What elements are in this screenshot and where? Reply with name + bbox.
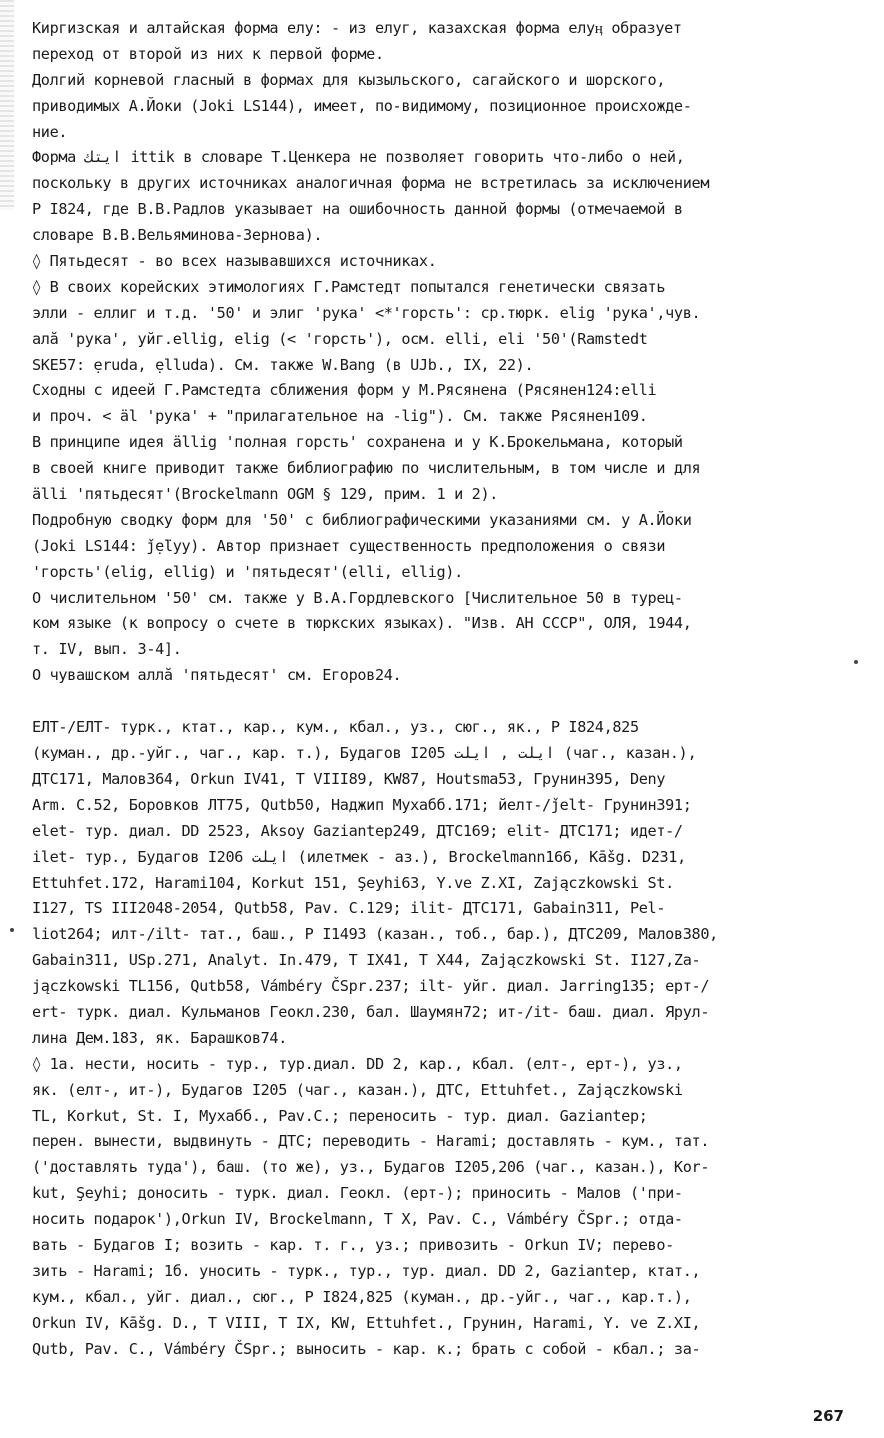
text-line: ('доставлять туда'), баш. (то же), уз., Будагов I205,206 (чаг., казан.), Kor- [32, 1158, 710, 1177]
text-line: Qutb, Pav. C., Vámbéry ČSpr.; выносить - кар. к.; брать с собой - кбал.; за- [32, 1339, 701, 1358]
text-line: ◊ Пятьдесят - во всех называвшихся источниках. [32, 252, 437, 271]
text-line: Сходны с идеей Г.Рамстедта сближения форм у М.Рясянена (Рясянен124:elli [32, 381, 657, 400]
text-line: (куман., др.-уйг., чаг., кар. т.), Будагов I205 ايلت , ايلت (чаг., казан.), [32, 744, 697, 763]
section-gap [32, 689, 862, 715]
text-line: (Joki LS144: ǰẹ̈lyy). Автор признает существенность предположения о связи [32, 536, 666, 555]
text-line: зить - Harami; 1б. уносить - турк., тур., тур. диал. DD 2, Gaziantep, ктат., [32, 1261, 701, 1280]
text-line: Orkun IV, Kāšg. D., T VIII, T IX, KW, Ettuhfet., Грунин, Harami, Y. ve Z.XI, [32, 1313, 701, 1332]
text-line: Р I824, где В.В.Радлов указывает на ошибочность данной формы (отмечаемой в [32, 200, 683, 219]
text-line: перен. вынести, выдвинуть - ДТС; переводить - Harami; доставлять - кум., тат. [32, 1132, 710, 1151]
text-line: як. (елт-, ит-), Будагов I205 (чаг., казан.), ДТС, Ettuhfet., Zajączkowski [32, 1080, 683, 1099]
text-line: вать - Будагов I; возить - кар. т. г., уз.; привозить - Orkun IV; перево- [32, 1235, 674, 1254]
text-line: ilet- тур., Будагов I206 ايلت (илетмек - аз.), Brockelmann166, Kāšg. D231, [32, 847, 686, 866]
text-line: Подробную сводку форм для '50' с библиографическими указаниями см. у А.Йоки [32, 510, 692, 529]
text-line: О чувашском аллă 'пятьдесят' см. Егоров24. [32, 666, 402, 685]
scan-speck [854, 660, 858, 664]
text-line: I127, TS III2048-2054, Qutb58, Pav. C.129; ilit- ДТС171, Gabain311, Pel- [32, 899, 666, 918]
text-line: т. IV, вып. 3-4]. [32, 640, 182, 659]
text-line: В принципе идея ällig 'полная горсть' сохранена и у К.Брокельмана, который [32, 433, 683, 452]
text-line: в своей книге приводит также библиографию по числительным, в том числе и для [32, 459, 701, 478]
text-line: TL, Korkut, St. I, Мухабб., Pav.C.; переносить - тур. диал. Gaziantep; [32, 1106, 648, 1125]
body-text [32, 16, 862, 1362]
text-line: jączkowski TL156, Qutb58, Vámbéry ČSpr.237; ilt- уйг. диал. Jarring135; ерт-/ [32, 977, 710, 996]
paragraph-block-1 [32, 16, 862, 689]
text-line: ◊ В своих корейских этимологиях Г.Рамстедт попытался генетически связать [32, 277, 666, 296]
text-line: ЕЛТ-/EЛТ- турк., ктат., кар., кум., кбал., уз., сюг., як., Р I824,825 [32, 718, 639, 737]
page-number: 267 [812, 1407, 844, 1425]
text-line: алă 'рука', уйг.ellig, elig (< 'горсть'), осм. elli, eli '50'(Ramstedt [32, 329, 648, 348]
text-line: Долгий корневой гласный в формах для кызыльского, сагайского и шорского, [32, 70, 666, 89]
text-line: Ettuhfet.172, Harami104, Korkut 151, Şeyhi63, Y.ve Z.XI, Zajączkowski St. [32, 873, 674, 892]
text-line: поскольку в других источниках аналогичная форма не встретилась за исключением [32, 174, 710, 193]
text-line: переход от второй из них к первой форме. [32, 44, 384, 63]
text-line: и проч. < äl 'рука' + "прилагательное на -lig"). См. также Рясянен109. [32, 407, 648, 426]
text-line: словаре В.В.Вельяминова-Зернова). [32, 226, 323, 245]
text-line: приводимых А.Йоки (Joki LS144), имеет, по-видимому, позиционное происхожде- [32, 96, 692, 115]
text-line: Киргизская и алтайская форма елу: - из елуг, казахская форма елуӊ образует [32, 19, 682, 37]
text-line: älli 'пятьдесят'(Brockelmann OGM § 129, прим. 1 и 2). [32, 485, 499, 504]
text-line: ком языке (к вопросу о счете в тюркских языках). "Изв. АН СССР", ОЛЯ, 1944, [32, 614, 692, 633]
text-line: liot264; илт-/ilt- тат., баш., Р I1493 (казан., тоб., бар.), ДТС209, Малов380, [32, 925, 718, 944]
text-line: кум., кбал., уйг. диал., сюг., Р I824,825 (куман., др.-уйг., чаг., кар.т.), [32, 1287, 692, 1306]
text-line: Arm. C.52, Боровков ЛТ75, Qutb50, Наджип Мухабб.171; йелт-/ǰelt- Грунин391; [32, 795, 692, 814]
text-line: elet- тур. диал. DD 2523, Aksoy Gaziantep249, ДТС169; elit- ДТС171; идет-/ [32, 821, 683, 840]
text-line: ние. [32, 122, 68, 141]
text-line: носить подарок'),Orkun IV, Brockelmann, T X, Pav. C., Vámbéry ČSpr.; отда- [32, 1210, 683, 1229]
text-line: Форма ايتك ittik в словаре Т.Ценкера не позволяет говорить что-либо о ней, [32, 148, 685, 167]
text-line: лина Дем.183, як. Барашков74. [32, 1028, 288, 1047]
scan-edge-noise [0, 0, 14, 210]
text-line: Gabain311, USp.271, Analyt. In.479, T IX41, T X44, Zajączkowski St. I127,Za- [32, 951, 701, 970]
text-line: SKE57: ẹruda, ẹlluda). См. также W.Bang (в UJb., IX, 22). [32, 355, 534, 374]
text-line: kut, Şeyhi; доносить - турк. диал. Геокл. (ерт-); приносить - Малов ('при- [32, 1184, 683, 1203]
entry-block-elt [32, 715, 862, 1362]
text-line: 'горсть'(elig, ellig) и 'пятьдесят'(elli, ellig). [32, 562, 463, 581]
text-line: элли - еллиг и т.д. '50' и элиг 'рука' <*'горсть': ср.тюрк. elig 'рука',чув. [32, 303, 701, 322]
scan-speck [10, 928, 14, 932]
text-line: ert- турк. диал. Кульманов Геокл.230, бал. Шаумян72; ит-/it- баш. диал. Ярул- [32, 1002, 710, 1021]
text-line: О числительном '50' см. также у В.А.Гордлевского [Числительное 50 в турец- [32, 588, 683, 607]
text-line: ◊ 1а. нести, носить - тур., тур.диал. DD 2, кар., кбал. (елт-, ерт-), уз., [32, 1054, 683, 1073]
text-line: ДТС171, Малов364, Orkun IV41, T VIII89, KW87, Houtsma53, Грунин395, Deny [32, 769, 666, 788]
